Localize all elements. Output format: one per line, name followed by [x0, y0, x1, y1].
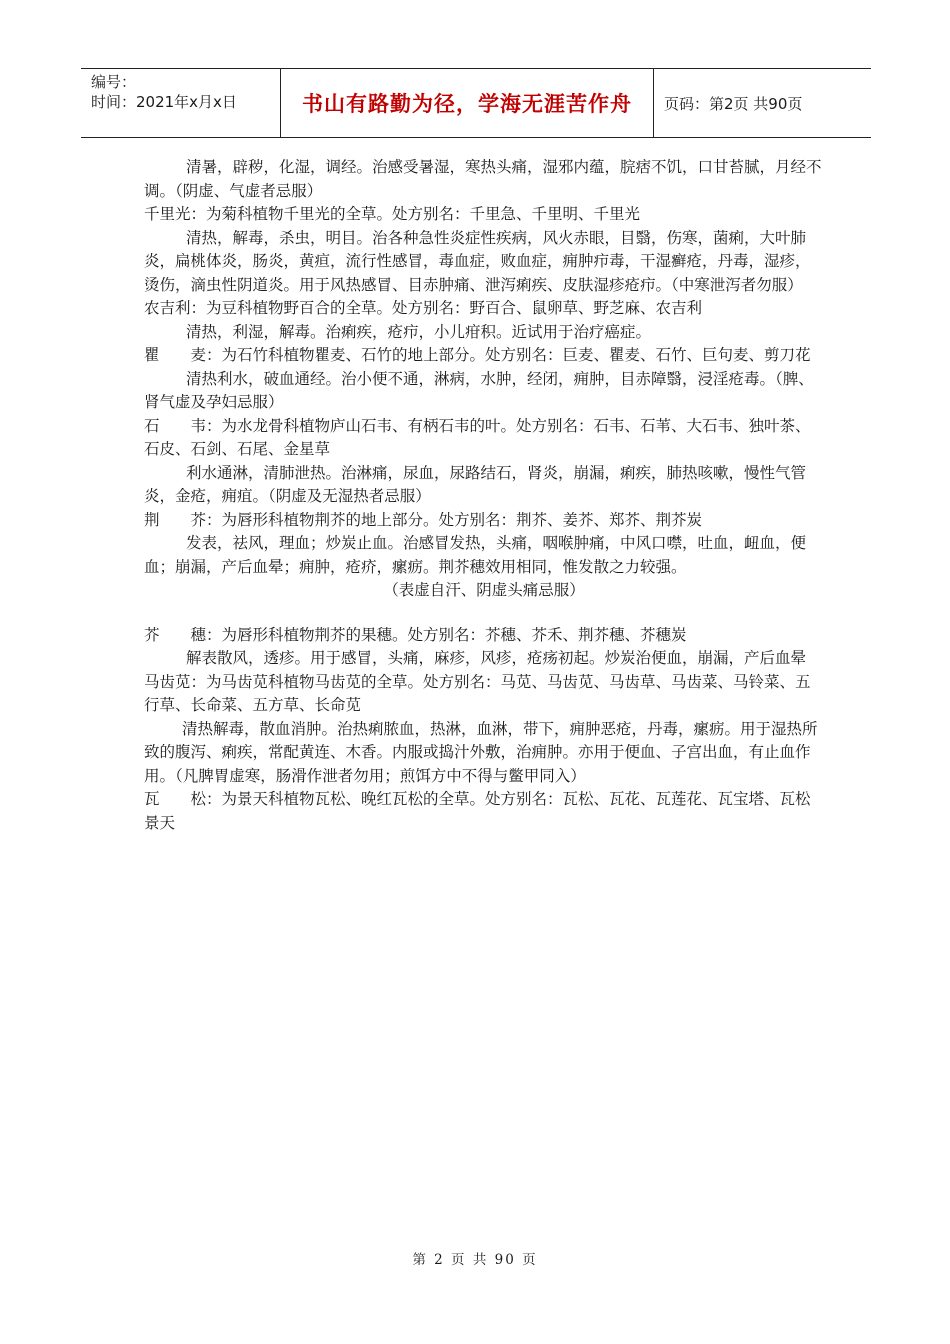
header-meta [81, 69, 281, 137]
desc-nongjili: 清热，利湿，解毒。治痢疾，疮疖，小儿疳积。近试用于治疗癌症。 [186, 322, 652, 341]
desc-jingjie-caution: （表虚自汗、阴虚头痛忌服） [383, 581, 585, 599]
entry-qianliguang: 千里光：为菊科植物千里光的全草。处方别名：千里急、千里明、千里光 [144, 205, 641, 223]
desc-qianliguang: 清热，解毒，杀虫，明目。治各种急性炎症性疾病，风火赤眼，目翳，伤寒，菌痢，大叶肺炎，扁桃体炎，肠炎，黄疸，流行性感冒，毒血症，败血症，痈肿疖毒，干湿癣疮，丹毒，湿疹，烫伤，滴虫性阴道炎。用于风热感冒、目赤肿痛、泄泻痢疾、皮肤湿疹疮疖。（中寒泄泻者勿服） [144, 228, 811, 294]
header-motto: 书山有路勤为径，学海无涯苦作舟 [281, 69, 654, 137]
desc-qumai: 清热利水，破血通经。治小便不通，淋病，水肿，经闭，痈肿，目赤障翳，浸淫疮毒。（脾、肾气虚及孕妇忌服） [144, 369, 814, 411]
serial-label: 编号： [91, 73, 137, 91]
desc-jiesui: 解表散风，透疹。用于感冒，头痛，麻疹，风疹，疮疡初起。炒炭治便血，崩漏，产后血晕 [186, 649, 807, 667]
desc-machixian: 清热解毒，散血消肿。治热痢脓血，热淋，血淋，带下，痈肿恶疮，丹毒，瘰疬。用于湿热所致的腹泻、痢疾，常配黄连、木香。内服或捣汁外敷，治痈肿。亦用于便血、子宫出血，有止血作用。（凡脾胃虚寒，肠滑作泄者勿用；煎饵方中不得与鳖甲同入） [144, 719, 818, 785]
entry-nongjili: 农吉利：为豆科植物野百合的全草。处方别名：野百合、鼠卵草、野芝麻、农吉利 [144, 299, 703, 317]
page-header [81, 68, 871, 138]
entry-jingjie: 荆 芥：为唇形科植物荆芥的地上部分。处方别名：荆芥、姜芥、郑芥、荆芥炭 [144, 510, 703, 529]
entry-jiesui: 芥 穗：为唇形科植物荆芥的果穗。处方别名：芥穗、芥禾、荆芥穗、芥穗炭 [144, 625, 687, 644]
time-label: 时间：2021年x月x日 [91, 93, 237, 111]
entry-wasong: 瓦 松：为景天科植物瓦松、晚红瓦松的全草。处方别名：瓦松、瓦花、瓦莲花、瓦宝塔、瓦松景天 [144, 790, 811, 832]
desc-shiwei: 利水通淋，清肺泄热。治淋痛，尿血，尿路结石，肾炎，崩漏，痢疾，肺热咳嗽，慢性气管炎，金疮，痈疽。（阴虚及无湿热者忌服） [144, 463, 807, 505]
page-footer: 第 2 页 共 90 页 [412, 1252, 538, 1268]
document-body [144, 156, 824, 835]
desc-jingjie: 发表，祛风，理血；炒炭止血。治感冒发热，头痛，咽喉肿痛，中风口噤，吐血，衄血，便血；崩漏，产后血晕；痈肿，疮疥，瘰疬。荆芥穗效用相同，惟发散之力较强。 [144, 534, 807, 576]
header-page-info: 页码：第2页 共90页 [664, 94, 803, 113]
paragraph-intro: 清暑，辟秽，化湿，调经。治感受暑湿，寒热头痛，湿邪内蕴，脘痞不饥，口甘苔腻，月经不调。（阴虚、气虚者忌服） [144, 158, 822, 200]
entry-shiwei: 石 韦：为水龙骨科植物庐山石韦、有柄石韦的叶。处方别名：石韦、石苇、大石韦、独叶茶、石皮、石剑、石尾、金星草 [144, 416, 811, 458]
entry-machixian: 马齿苋：为马齿苋科植物马齿苋的全草。处方别名：马苋、马齿苋、马齿草、马齿菜、马铃菜、五行草、长命菜、五方草、长命苋 [144, 672, 811, 714]
entry-qumai: 瞿 麦：为石竹科植物瞿麦、石竹的地上部分。处方别名：巨麦、瞿麦、石竹、巨句麦、剪刀花 [144, 346, 811, 364]
